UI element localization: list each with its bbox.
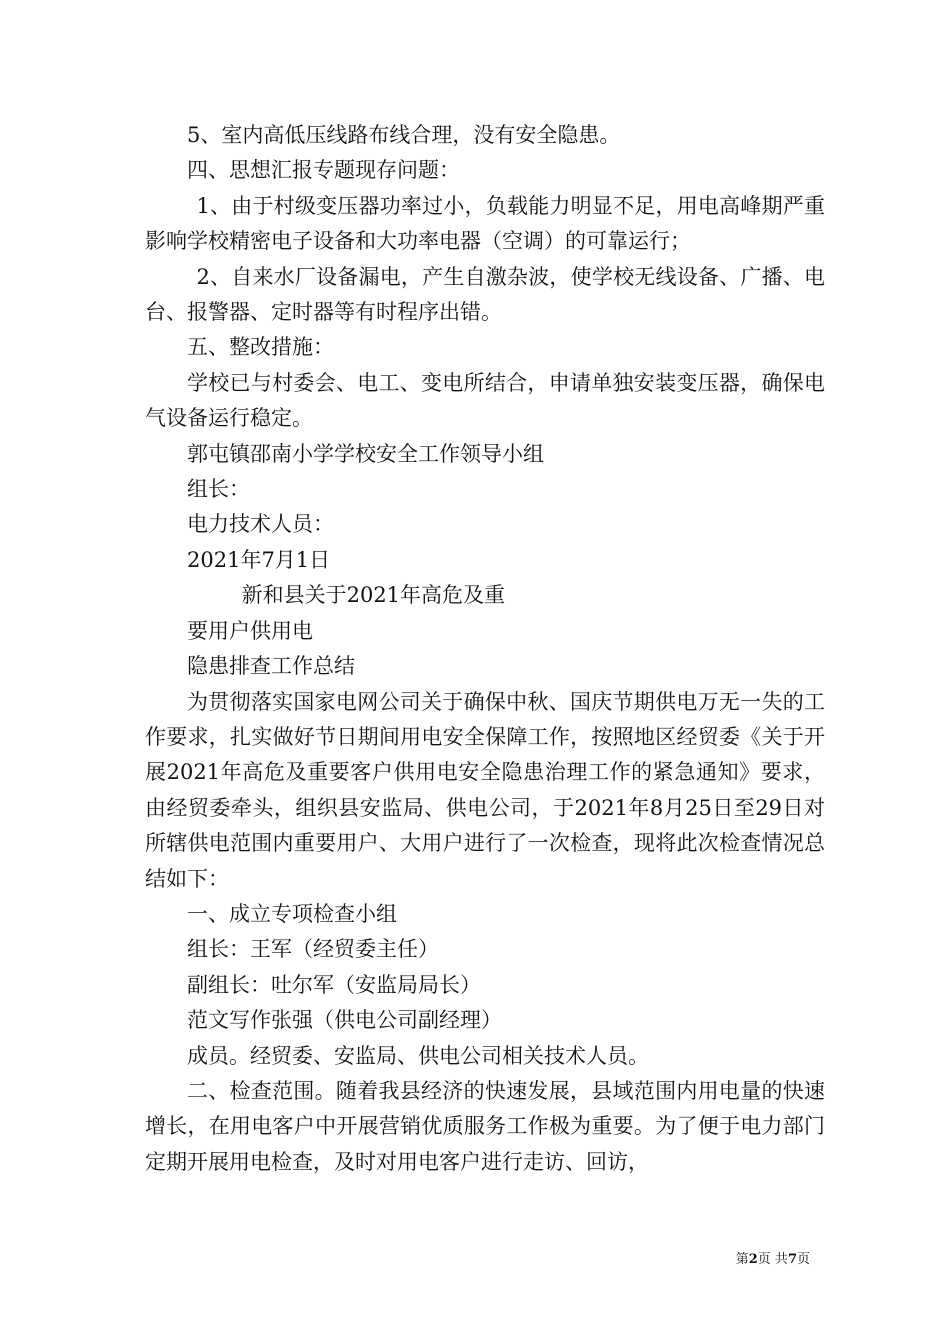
footer-current-page: 2: [748, 1252, 758, 1267]
member-line: 范文写作张强（供电公司副经理）: [187, 1008, 502, 1033]
signature-organization: 郭屯镇邵南小学学校安全工作领导小组: [187, 441, 544, 466]
member-line: 成员。经贸委、安监局、供电公司相关技术人员。: [187, 1043, 649, 1068]
page-footer: [700, 1252, 810, 1268]
signature-technician: 电力技术人员：: [187, 512, 334, 537]
paragraph: 2、自来水厂设备漏电，产生自激杂波，使学校无线设备、广播、电台、报警器、定时器等有时程序出错。: [145, 264, 825, 325]
section-heading: 四、思想汇报专题现存问题：: [187, 158, 460, 183]
document-title-line: 新和县关于2021年高危及重: [241, 583, 506, 608]
paragraph: 5、室内高低压线路布线合理，没有安全隐患。: [187, 123, 621, 147]
footer-suffix: 页: [796, 1252, 810, 1267]
footer-middle: 页 共: [757, 1252, 788, 1267]
paragraph: 二、检查范围。随着我县经济的快速发展，县域范围内用电量的快速增长，在用电客户中开展营销优质服务工作极为重要。为了便于电力部门定期开展用电检查，及时对用电客户进行走访、回访，: [145, 1078, 825, 1174]
document-title-line: 要用户供用电: [187, 618, 313, 643]
section-heading: 一、成立专项检查小组: [187, 901, 397, 926]
footer-prefix: 第: [735, 1252, 749, 1267]
member-line: 组长：王军（经贸委主任）: [187, 937, 439, 962]
paragraph: 1、由于村级变压器功率过小，负载能力明显不足，用电高峰期严重影响学校精密电子设备和大功率电器（空调）的可靠运行；: [145, 193, 825, 254]
signature-date: 2021年7月1日: [187, 547, 331, 572]
document-body: [145, 118, 825, 1180]
member-line: 副组长：吐尔军（安监局局长）: [187, 972, 481, 997]
section-heading: 五、整改措施：: [187, 335, 334, 360]
paragraph: 为贯彻落实国家电网公司关于确保中秋、国庆节期供电万无一失的工作要求，扎实做好节日期间用电安全保障工作，按照地区经贸委《关于开展2021年高危及重要客户供用电安全隐患治理工作的紧急通知》要求，由经贸委牵头，组织县安监局、供电公司，于2021年8月25日至29日对所辖供电范围内重要用户、大用户进行了一次检查，现将此次检查情况总结如下：: [145, 689, 825, 891]
document-title-line: 隐患排查工作总结: [187, 654, 355, 679]
paragraph: 学校已与村委会、电工、变电所结合，申请单独安装变压器，确保电气设备运行稳定。: [145, 370, 825, 431]
footer-total-pages: 7: [787, 1252, 797, 1267]
signature-leader: 组长：: [187, 477, 250, 502]
